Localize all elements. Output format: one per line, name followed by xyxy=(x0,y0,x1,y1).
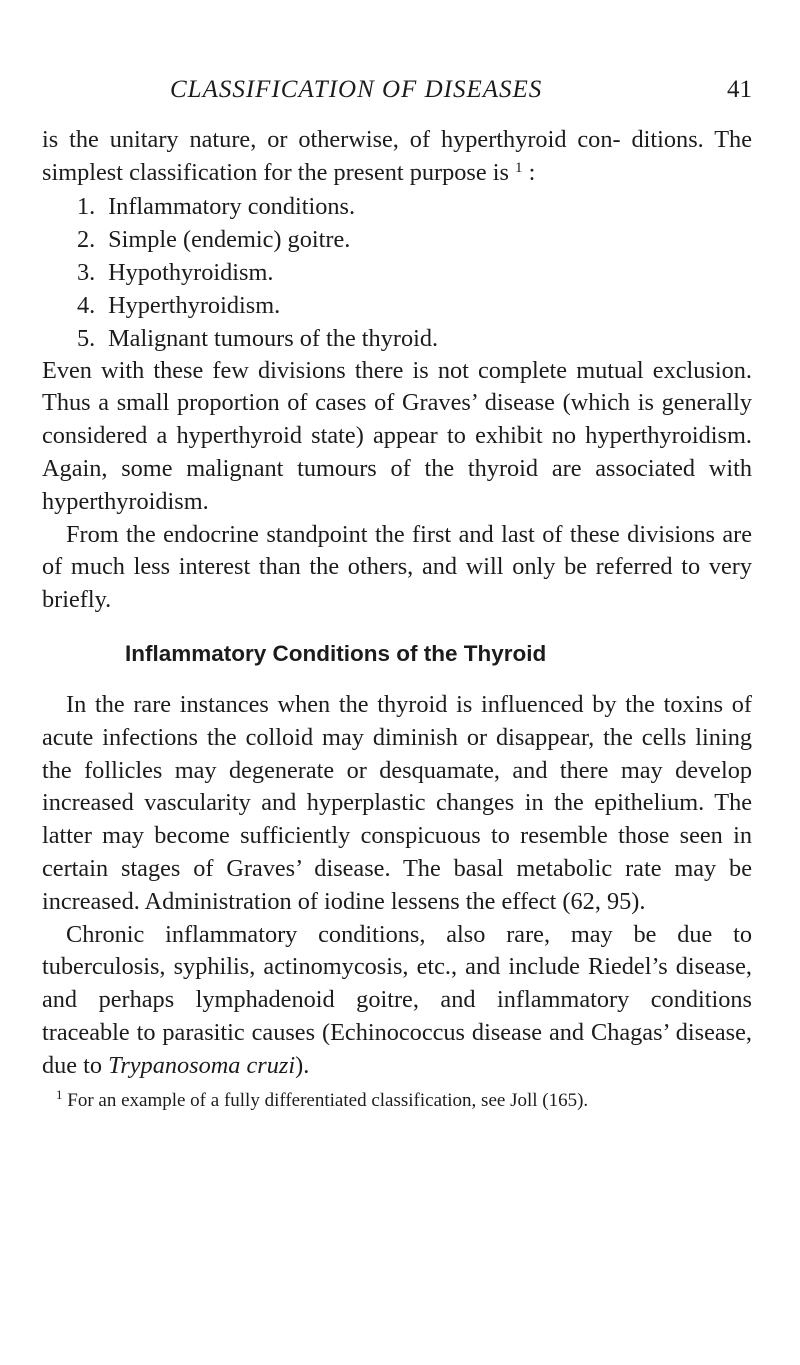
paragraph-chronic-conditions xyxy=(42,919,752,1083)
list-text: Simple (endemic) goitre. xyxy=(108,225,351,253)
list-text: Hypothyroidism. xyxy=(108,258,274,286)
list-number: 1. xyxy=(77,192,96,220)
list-item xyxy=(77,256,752,289)
intro-paragraph xyxy=(42,124,752,190)
section-heading: Inflammatory Conditions of the Thyroid xyxy=(125,640,547,666)
chronic-text-end: ). xyxy=(295,1051,310,1079)
intro-colon: : xyxy=(522,158,536,186)
species-name: Trypanosoma cruzi xyxy=(108,1051,296,1079)
footnote-text: For an example of a fully differentiated classification, see Joll (165). xyxy=(62,1089,589,1111)
chronic-text: Chronic inflammatory conditions, also rare, may be due to tuberculosis, syphilis, actinomycosis, etc., and include Riedel’s disease, and perhaps lymphadenoid goitre, and inflammatory conditions traceable to parasitic causes (Echinococcus disease and Chagas’ disease, due to xyxy=(42,920,752,1079)
list-number: 4. xyxy=(77,291,96,319)
paragraph-acute-infections: In the rare instances when the thyroid is influenced by the toxins of acute infections the colloid may diminish or disappear, the cells lining the follicles may degenerate or desquamate, and there may develop increased vascularity and hyperplastic changes in the epithelium. The latter may become sufficiently conspicuous to resemble those seen in certain stages of Graves’ disease. The basal metabolic rate may be increased. Administration of iodine lessens the effect (62, 95). xyxy=(42,690,752,915)
list-item xyxy=(77,289,752,322)
intro-text: is the unitary nature, or otherwise, of hyperthyroid con- ditions. The simplest classification for the present purpose is xyxy=(42,126,752,186)
list-number: 2. xyxy=(77,225,96,253)
footnote xyxy=(42,1086,752,1113)
running-title: CLASSIFICATION OF DISEASES xyxy=(170,76,543,103)
footnote-marker: 1 xyxy=(56,1086,63,1102)
list-text: Malignant tumours of the thyroid. xyxy=(108,324,439,352)
list-text: Hyperthyroidism. xyxy=(108,291,281,319)
paragraph-mutual-exclusion: Even with these few divisions there is not complete mutual exclusion. Thus a small proportion of cases of Graves’ disease (which is generally considered a hyperthyroid state) appear to exhibit no hyperthyroidism. Again, some malignant tumours of the thyroid are associated with hyperthyroidism. xyxy=(42,356,752,515)
list-item xyxy=(77,223,752,256)
page-number: 41 xyxy=(727,76,752,103)
footnote-reference[interactable]: 1 xyxy=(515,159,523,176)
list-text: Inflammatory conditions. xyxy=(108,192,356,220)
list-number: 3. xyxy=(77,258,96,286)
running-head xyxy=(42,70,752,110)
list-item xyxy=(77,322,752,355)
book-page xyxy=(42,70,752,1113)
list-item xyxy=(77,190,752,223)
classification-list xyxy=(42,190,752,355)
list-number: 5. xyxy=(77,324,96,352)
paragraph-endocrine-standpoint: From the endocrine standpoint the first and last of these divisions are of much less interest than the others, and will only be referred to very briefly. xyxy=(42,520,752,614)
